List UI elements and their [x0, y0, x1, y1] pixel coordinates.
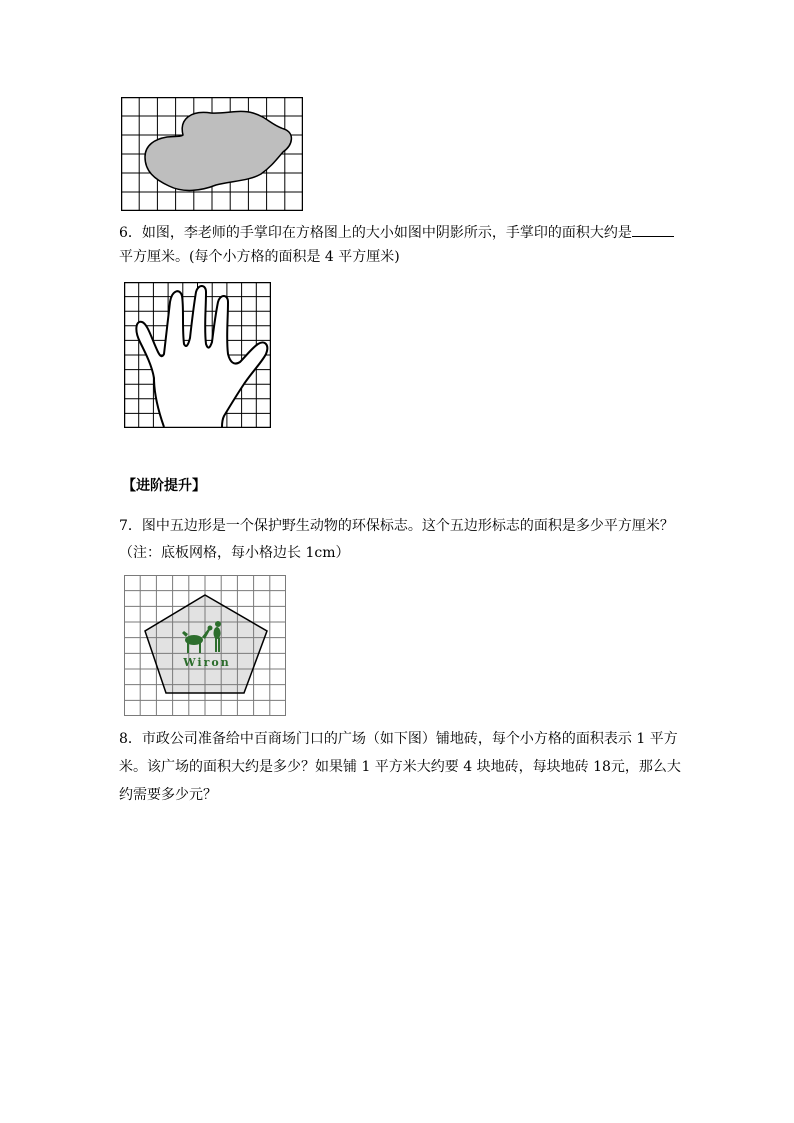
question-7-line2: （注：底板网格，每小格边长 1cm）	[119, 545, 350, 561]
question-8-line1: 8．市政公司准备给中百商场门口的广场（如下图）铺地砖，每个小方格的面积表示 1 平方	[119, 731, 678, 747]
hand-outline-shape	[136, 286, 267, 427]
pentagon-grid-figure	[124, 575, 286, 716]
logo-text: Wiron	[183, 656, 231, 669]
question-6-line1	[119, 222, 674, 244]
question-8-line2: 米。该广场的面积大约是多少？如果铺 1 平方米大约要 4 块地砖，每块地砖 18元，那么大	[119, 759, 681, 775]
section-title-advanced: 【进阶提升】	[122, 478, 206, 494]
question-7-line1: 7．图中五边形是一个保护野生动物的环保标志。这个五边形标志的面积是多少平方厘米？	[119, 518, 674, 534]
question-8-line3: 约需要多少元？	[119, 787, 217, 803]
question-6-text: 6．如图，李老师的手掌印在方格图上的大小如图中阴影所示，手掌印的面积大约是	[119, 225, 632, 241]
hand-grid-figure	[124, 282, 271, 428]
question-6-line2: 平方厘米。(每个小方格的面积是 4 平方厘米)	[119, 249, 400, 265]
blob-grid-figure	[121, 97, 303, 211]
gray-blob-shape	[145, 111, 291, 190]
answer-blank	[632, 222, 674, 237]
